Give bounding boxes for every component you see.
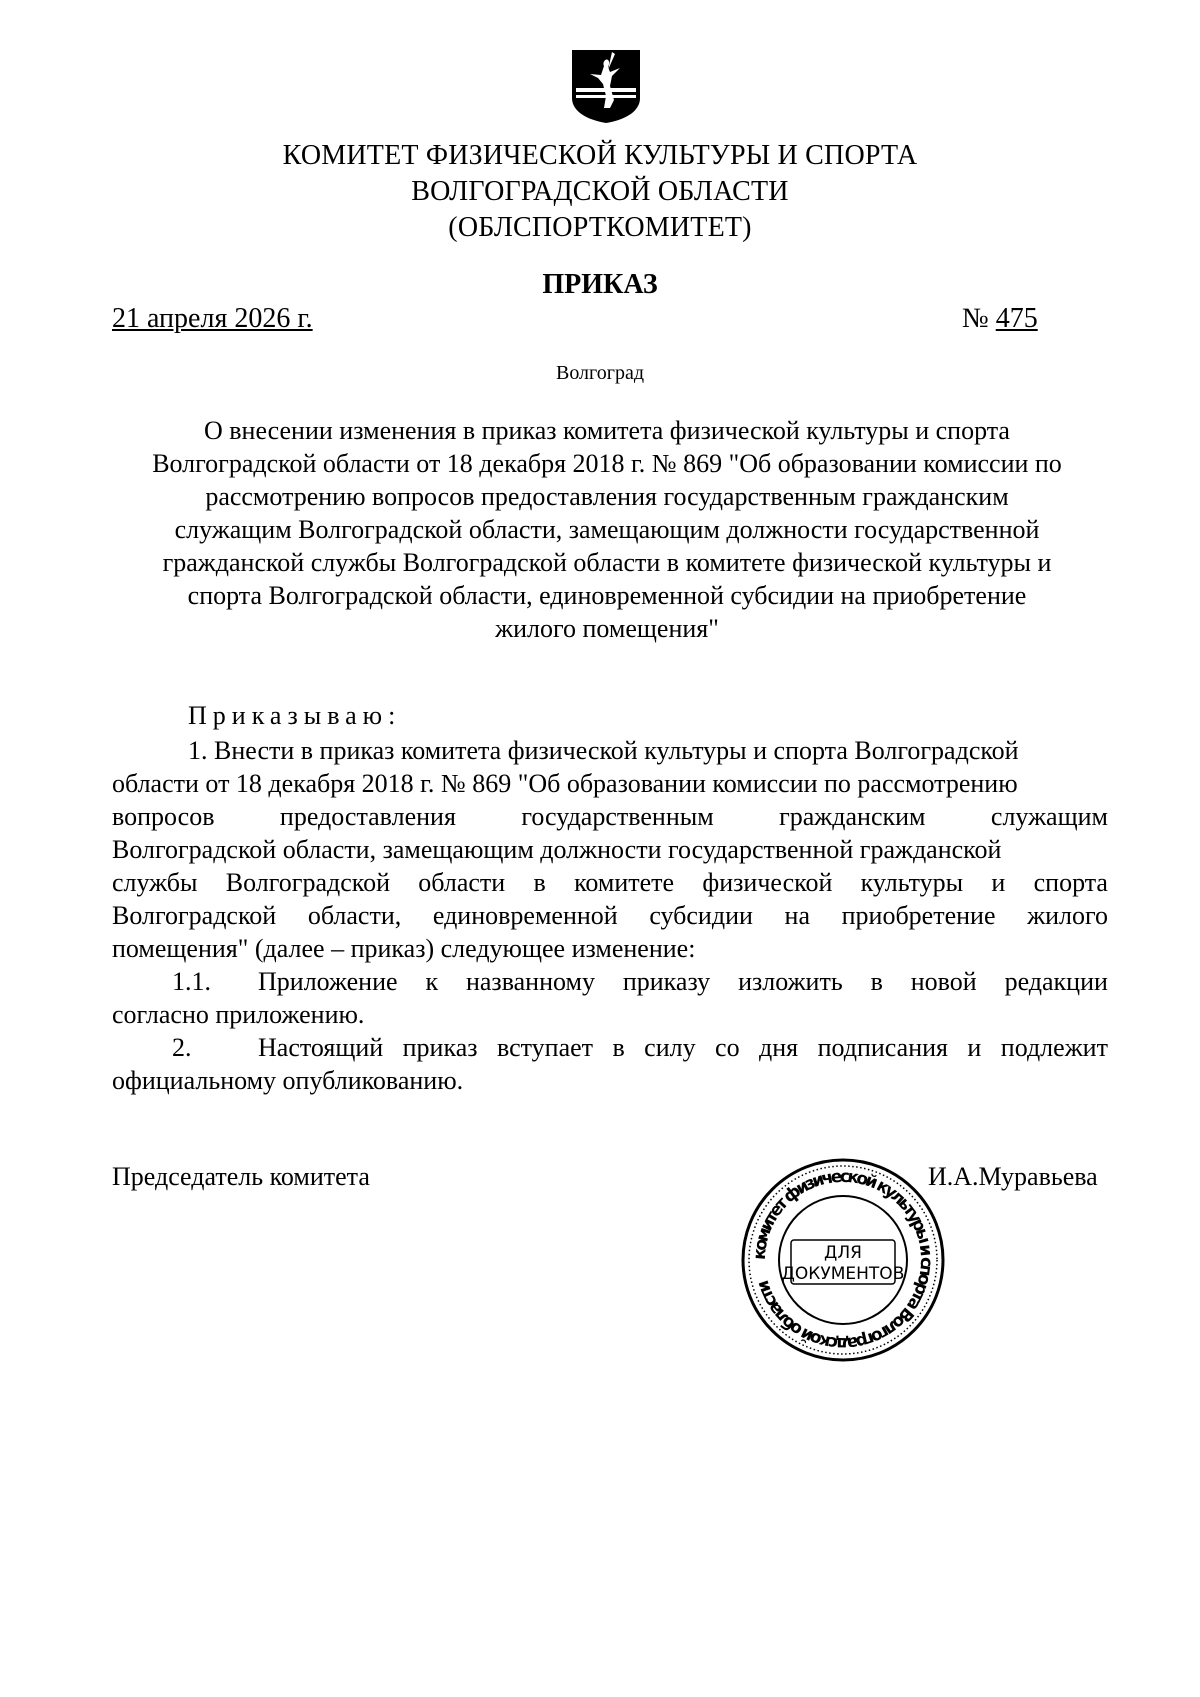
word: служащим: [990, 802, 1108, 831]
order-body: [112, 734, 1108, 1097]
org-name-line: КОМИТЕТ ФИЗИЧЕСКОЙ КУЛЬТУРЫ И СПОРТА: [282, 140, 918, 171]
paragraph-1-line: [112, 800, 1108, 833]
word: изложить: [738, 967, 843, 996]
paragraph-1-line: помещения" (далее – приказ) следующее изменение:: [112, 934, 696, 963]
paragraph-line: согласно приложению.: [112, 1000, 365, 1029]
subject-line: жилого помещения": [495, 614, 719, 643]
paragraph-1-1: [112, 965, 1108, 998]
word: в: [612, 1033, 625, 1062]
word: службы: [112, 868, 198, 897]
paragraph-number: 2.: [172, 1033, 192, 1062]
paragraph-1-line: 1. Внести в приказ комитета физической культуры и спорта Волгоградской: [188, 736, 1019, 765]
word: жилого: [1027, 901, 1108, 930]
word: подлежит: [1000, 1033, 1108, 1062]
word: субсидии: [649, 901, 753, 930]
word: подписания: [817, 1033, 948, 1062]
word: Волгоградской: [225, 868, 390, 897]
word: комитете: [574, 868, 675, 897]
paragraph-1-line: [112, 866, 1108, 899]
word: культуры: [860, 868, 964, 897]
paragraph-line: официальному опубликованию.: [112, 1066, 464, 1095]
paragraph-1-line: Волгоградской области, замещающим должности государственной гражданской: [112, 835, 1002, 864]
word: названному: [465, 967, 595, 996]
word: предоставления: [279, 802, 456, 831]
stamp-ring-text: комитет физической культуры и спорта Волгоградской области: [749, 1166, 937, 1354]
subject-line: рассмотрению вопросов предоставления государственным гражданским: [205, 482, 1009, 511]
word: дня: [759, 1033, 799, 1062]
paragraph-2: [112, 1031, 1108, 1064]
signatory-name: И.А.Муравьева: [928, 1162, 1098, 1191]
subject-line: О внесении изменения в приказ комитета физической культуры и спорта: [204, 416, 1010, 445]
order-date: 21 апреля 2026 г.: [112, 303, 313, 334]
word: области: [418, 868, 506, 897]
subject-line: гражданской службы Волгоградской области в комитете физической культуры и: [162, 548, 1052, 577]
word: силу: [644, 1033, 696, 1062]
paragraph-1-line: области от 18 декабря 2018 г. № 869 "Об образовании комиссии по рассмотрению: [112, 769, 1018, 798]
number-value: 475: [995, 303, 1038, 334]
word: единовременной: [432, 901, 618, 930]
subject-line: спорта Волгоградской области, единовременной субсидии на приобретение: [187, 581, 1027, 610]
word: редакции: [1004, 967, 1108, 996]
word: новой: [910, 967, 977, 996]
word: на: [784, 901, 810, 930]
word: гражданским: [779, 802, 926, 831]
word: Настоящий: [258, 1033, 384, 1062]
order-directive: Приказываю:: [188, 701, 402, 730]
word: и: [991, 868, 1006, 897]
word: и: [967, 1033, 982, 1062]
order-number: [962, 302, 1038, 336]
paragraph-line: [258, 1031, 1108, 1064]
paragraph-line: [258, 965, 1108, 998]
subject-line: служащим Волгоградской области, замещающим должности государственной: [174, 515, 1040, 544]
number-sign: №: [962, 303, 989, 334]
city: Волгоград: [555, 362, 645, 384]
organization-header: [0, 138, 1200, 246]
volgograd-coat-of-arms-icon: [568, 48, 644, 124]
stamp-center-line: ДЛЯ: [824, 1243, 862, 1263]
word: в: [870, 967, 883, 996]
order-subject: [112, 414, 1102, 645]
word: приказ: [402, 1033, 478, 1062]
word: физической: [702, 868, 833, 897]
org-name-line: ВОЛГОГРАДСКОЙ ОБЛАСТИ: [411, 176, 789, 207]
word: приобретение: [841, 901, 996, 930]
word: государственным: [521, 802, 714, 831]
subject-line: Волгоградской области от 18 декабря 2018 г. № 869 "Об образовании комиссии по: [152, 449, 1062, 478]
word: Волгоградской: [112, 901, 277, 930]
word: области,: [307, 901, 402, 930]
paragraph-1-line: [112, 899, 1108, 932]
paragraph-number: 1.1.: [172, 967, 211, 996]
word: со: [715, 1033, 740, 1062]
word: вступает: [496, 1033, 594, 1062]
org-abbreviation: (ОБЛСПОРТКОМИТЕТ): [448, 212, 752, 243]
stamp-center-line: ДОКУМЕНТОВ: [781, 1264, 905, 1284]
word: спорта: [1033, 868, 1108, 897]
document-type-title: ПРИКАЗ: [542, 269, 658, 300]
word: к: [425, 967, 439, 996]
official-stamp: [738, 1155, 948, 1365]
word: приказу: [622, 967, 711, 996]
word: вопросов: [112, 802, 215, 831]
signatory-title: Председатель комитета: [112, 1162, 370, 1191]
word: Приложение: [258, 967, 398, 996]
word: в: [533, 868, 546, 897]
